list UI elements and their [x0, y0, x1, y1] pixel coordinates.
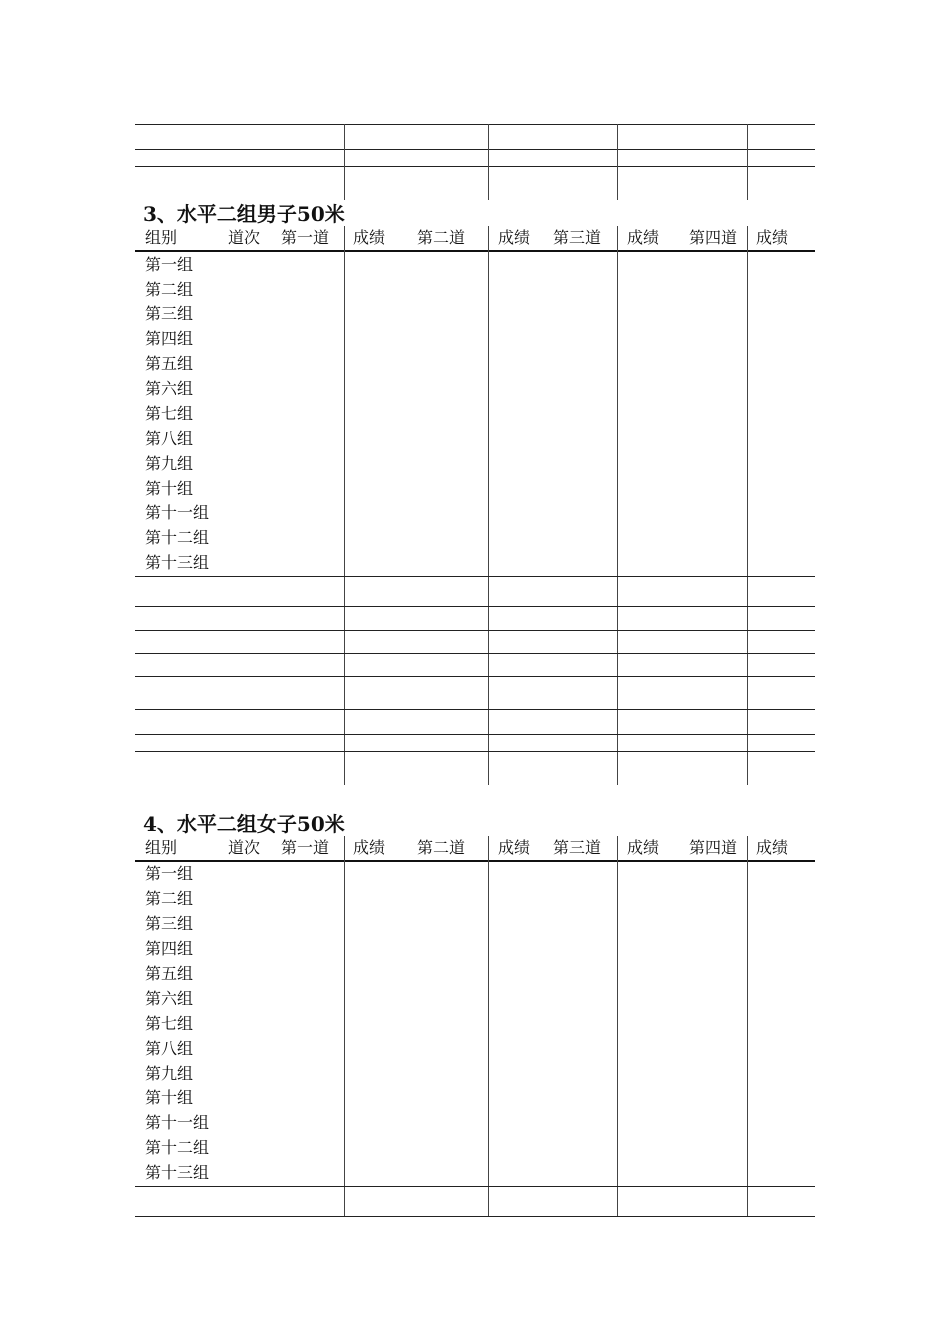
- header-group: 组别: [145, 228, 178, 247]
- column-divider: [617, 124, 618, 200]
- group-label: 第九组: [145, 454, 194, 473]
- group-label: 第十二组: [145, 528, 210, 547]
- group-label: 第八组: [145, 429, 194, 448]
- column-divider: [747, 836, 748, 1216]
- group-label: 第一组: [145, 255, 194, 274]
- group-label: 第三组: [145, 304, 194, 323]
- group-label: 第七组: [145, 1014, 194, 1033]
- group-label: 第七组: [145, 404, 194, 423]
- table-rule: [135, 734, 815, 735]
- group-label: 第十组: [145, 1088, 194, 1107]
- header-score4: 成绩: [756, 838, 789, 857]
- header-lane3: 第三道: [553, 228, 602, 247]
- header-score2: 成绩: [498, 838, 531, 857]
- header-score4: 成绩: [756, 228, 789, 247]
- section-title: 3、水平二组男子50米: [143, 202, 345, 226]
- group-label: 第二组: [145, 889, 194, 908]
- header-lane-count: 道次: [228, 228, 261, 247]
- column-divider: [747, 226, 748, 785]
- group-label: 第八组: [145, 1039, 194, 1058]
- table-rule: [135, 751, 815, 752]
- header-lane3: 第三道: [553, 838, 602, 857]
- column-divider: [344, 124, 345, 200]
- group-label: 第五组: [145, 964, 194, 983]
- header-score1: 成绩: [353, 228, 386, 247]
- header-rule: [135, 250, 815, 252]
- group-label: 第十一组: [145, 503, 210, 522]
- group-label: 第十二组: [145, 1138, 210, 1157]
- group-label: 第十三组: [145, 1163, 210, 1182]
- table-rule: [135, 576, 815, 577]
- group-label: 第四组: [145, 939, 194, 958]
- group-label: 第三组: [145, 914, 194, 933]
- group-label: 第四组: [145, 329, 194, 348]
- section-title: 4、水平二组女子50米: [143, 812, 345, 836]
- table-rule: [135, 166, 815, 167]
- group-label: 第十一组: [145, 1113, 210, 1132]
- group-label: 第六组: [145, 989, 194, 1008]
- column-divider: [617, 836, 618, 1216]
- table-rule: [135, 653, 815, 654]
- column-divider: [488, 124, 489, 200]
- table-rule: [135, 606, 815, 607]
- header-score3: 成绩: [627, 228, 660, 247]
- column-divider: [344, 836, 345, 1216]
- table-rule: [135, 149, 815, 150]
- header-lane1: 第一道: [281, 838, 330, 857]
- column-divider: [488, 836, 489, 1216]
- group-label: 第九组: [145, 1064, 194, 1083]
- header-lane4: 第四道: [689, 228, 738, 247]
- table-rule: [135, 676, 815, 677]
- group-label: 第一组: [145, 864, 194, 883]
- table-rule: [135, 1216, 815, 1217]
- table-rule: [135, 630, 815, 631]
- header-score1: 成绩: [353, 838, 386, 857]
- header-score2: 成绩: [498, 228, 531, 247]
- header-lane4: 第四道: [689, 838, 738, 857]
- header-lane2: 第二道: [417, 838, 466, 857]
- header-lane1: 第一道: [281, 228, 330, 247]
- table-rule: [135, 1186, 815, 1187]
- header-lane2: 第二道: [417, 228, 466, 247]
- header-rule: [135, 860, 815, 862]
- header-lane-count: 道次: [228, 838, 261, 857]
- table-rule: [135, 709, 815, 710]
- header-score3: 成绩: [627, 838, 660, 857]
- header-group: 组别: [145, 838, 178, 857]
- column-divider: [344, 226, 345, 785]
- group-label: 第二组: [145, 280, 194, 299]
- column-divider: [488, 226, 489, 785]
- table-rule: [135, 124, 815, 125]
- group-label: 第十三组: [145, 553, 210, 572]
- column-divider: [747, 124, 748, 200]
- column-divider: [617, 226, 618, 785]
- group-label: 第六组: [145, 379, 194, 398]
- group-label: 第五组: [145, 354, 194, 373]
- group-label: 第十组: [145, 479, 194, 498]
